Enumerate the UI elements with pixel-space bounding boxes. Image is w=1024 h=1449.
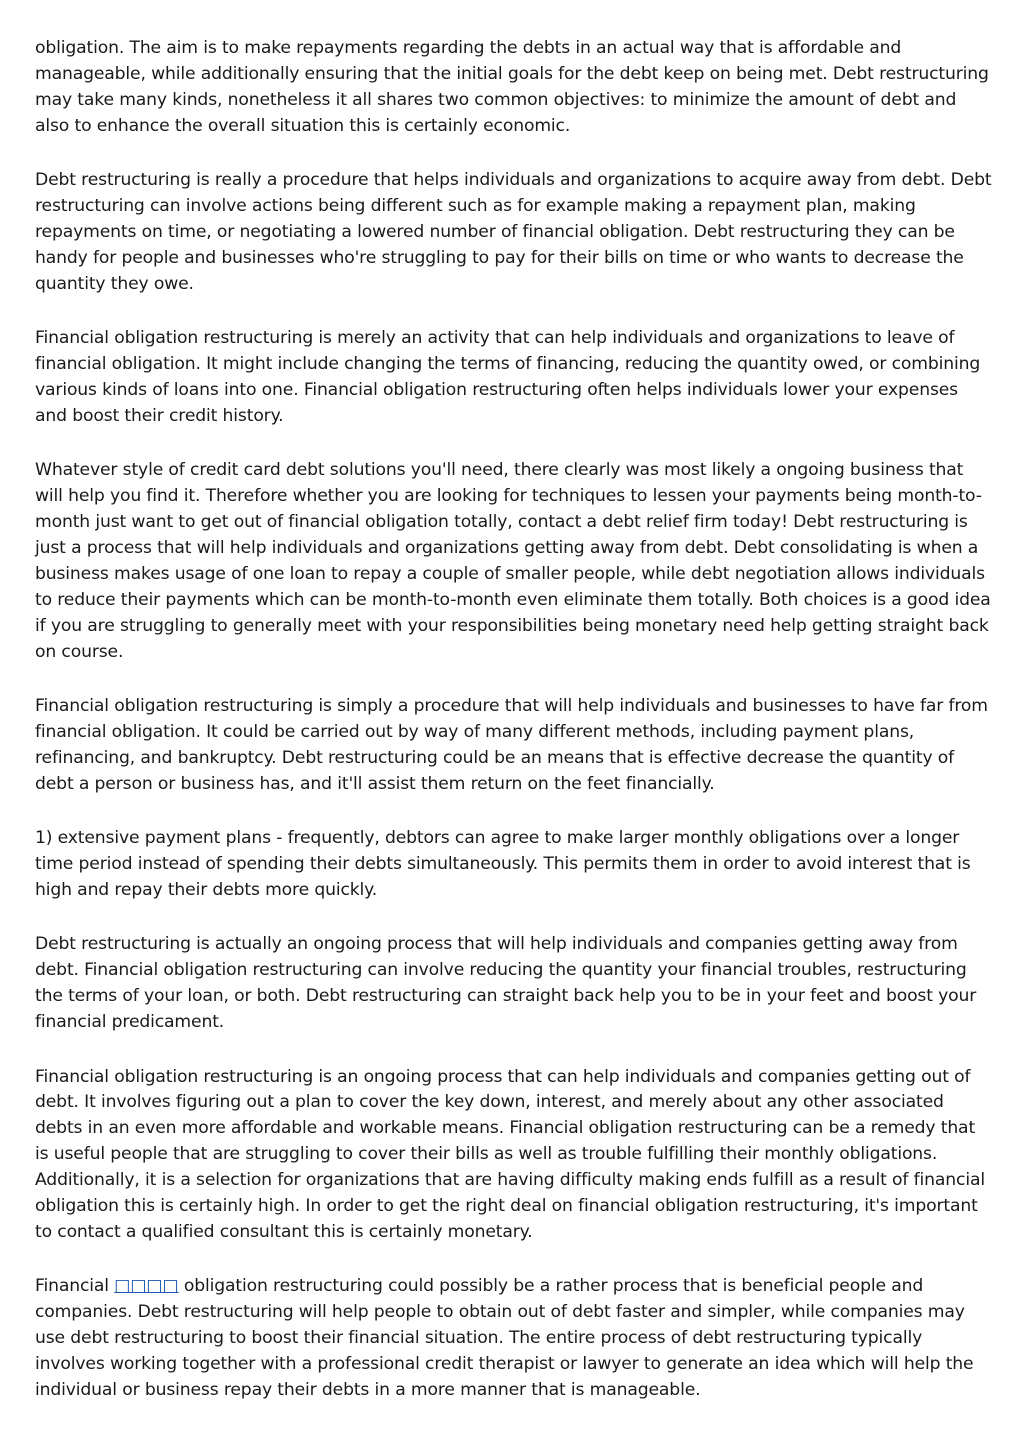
paragraph-8: Financial obligation restructuring is an ongoing process that can help individuals and companies getting out of debt. It involves figuring out a plan to cover the key down, interest, and merely about any other associated debts in an even more affordable and workable means. Financial obligation restructuring can be a remedy that is useful people that are struggling to cover their bills as well as trouble fulfilling their monthly obligations. Additionally, it is a selection for organizations that are having difficulty making ends fulfill as a result of financial obligation this is certainly high. In order to get the right deal on financial obligation restructuring, it's important to contact a qualified consultant this is certainly monetary.	[35, 1066, 985, 1242]
paragraph-6: 1) extensive payment plans - frequently, debtors can agree to make larger monthly obligations over a longer time period instead of spending their debts simultaneously. This permits them in order to avoid interest that is high and repay their debts more quickly.	[35, 828, 971, 900]
paragraph-9-lead: Financial	[35, 1276, 115, 1297]
paragraph-4: Whatever style of credit card debt solutions you'll need, there clearly was most likely a ongoing business that will help you find it. Therefore whether you are looking for techniques to lessen your payments being month-to-month just want to get out of financial obligation totally, contact a debt relief firm today! Debt restructuring is just a process that will help individuals and organizations getting away from debt. Debt consolidating is when a business makes usage of one loan to repay a couple of smaller people, while debt negotiation allows individuals to reduce their payments which can be month-to-month even eliminate them totally. Both choices is a good idea if you are struggling to generally meet with your responsibilities being monetary need help getting straight back on course.	[35, 460, 991, 662]
paragraph-2: Debt restructuring is really a procedure that helps individuals and organizations to acquire away from debt. Debt restructuring can involve actions being different such as for example making a repayment plan, making repayments on time, or negotiating a lowered number of financial obligation. Debt restructuring they can be handy for people and businesses who're struggling to pay for their bills on time or who wants to decrease the quantity they owe.	[35, 170, 992, 294]
paragraph-1: obligation. The aim is to make repayments regarding the debts in an actual way that is affordable and manageable, while additionally ensuring that the initial goals for the debt keep on being met. Debt restructuring may take many kinds, nonetheless it all shares two common objectives: to minimize the amount of debt and also to enhance the overall situation this is certainly economic.	[35, 38, 989, 136]
paragraph-9-text: obligation restructuring could possibly be a rather process that is beneficial people and companies. Debt restructuring will help people to obtain out of debt faster and simpler, while companies may use debt restructuring to boost their financial situation. The entire process of debt restructuring typically involves working together with a professional credit therapist or lawyer to generate an idea which will help the individual or business repay their debts in a more manner that is manageable.	[35, 1276, 974, 1400]
paragraph-9	[35, 1274, 993, 1404]
paragraph-3: Financial obligation restructuring is merely an activity that can help individuals and organizations to leave of financial obligation. It might include changing the terms of financing, reducing the quantity owed, or combining various kinds of loans into one. Financial obligation restructuring often helps individuals lower your expenses and boost their credit history.	[35, 328, 981, 426]
paragraph-5: Financial obligation restructuring is simply a procedure that will help individuals and businesses to have far from financial obligation. It could be carried out by way of many different methods, including payment plans, refinancing, and bankruptcy. Debt restructuring could be an means that is effective decrease the quantity of debt a person or business has, and it'll assist them return on the feet financially.	[35, 696, 988, 794]
inline-link[interactable]: □□□□	[114, 1276, 179, 1297]
document-body	[35, 36, 993, 1432]
paragraph-7: Debt restructuring is actually an ongoing process that will help individuals and companies getting away from debt. Financial obligation restructuring can involve reducing the quantity your financial troubles, restructuring the terms of your loan, or both. Debt restructuring can straight back help you to be in your feet and boost your financial predicament.	[35, 934, 977, 1033]
